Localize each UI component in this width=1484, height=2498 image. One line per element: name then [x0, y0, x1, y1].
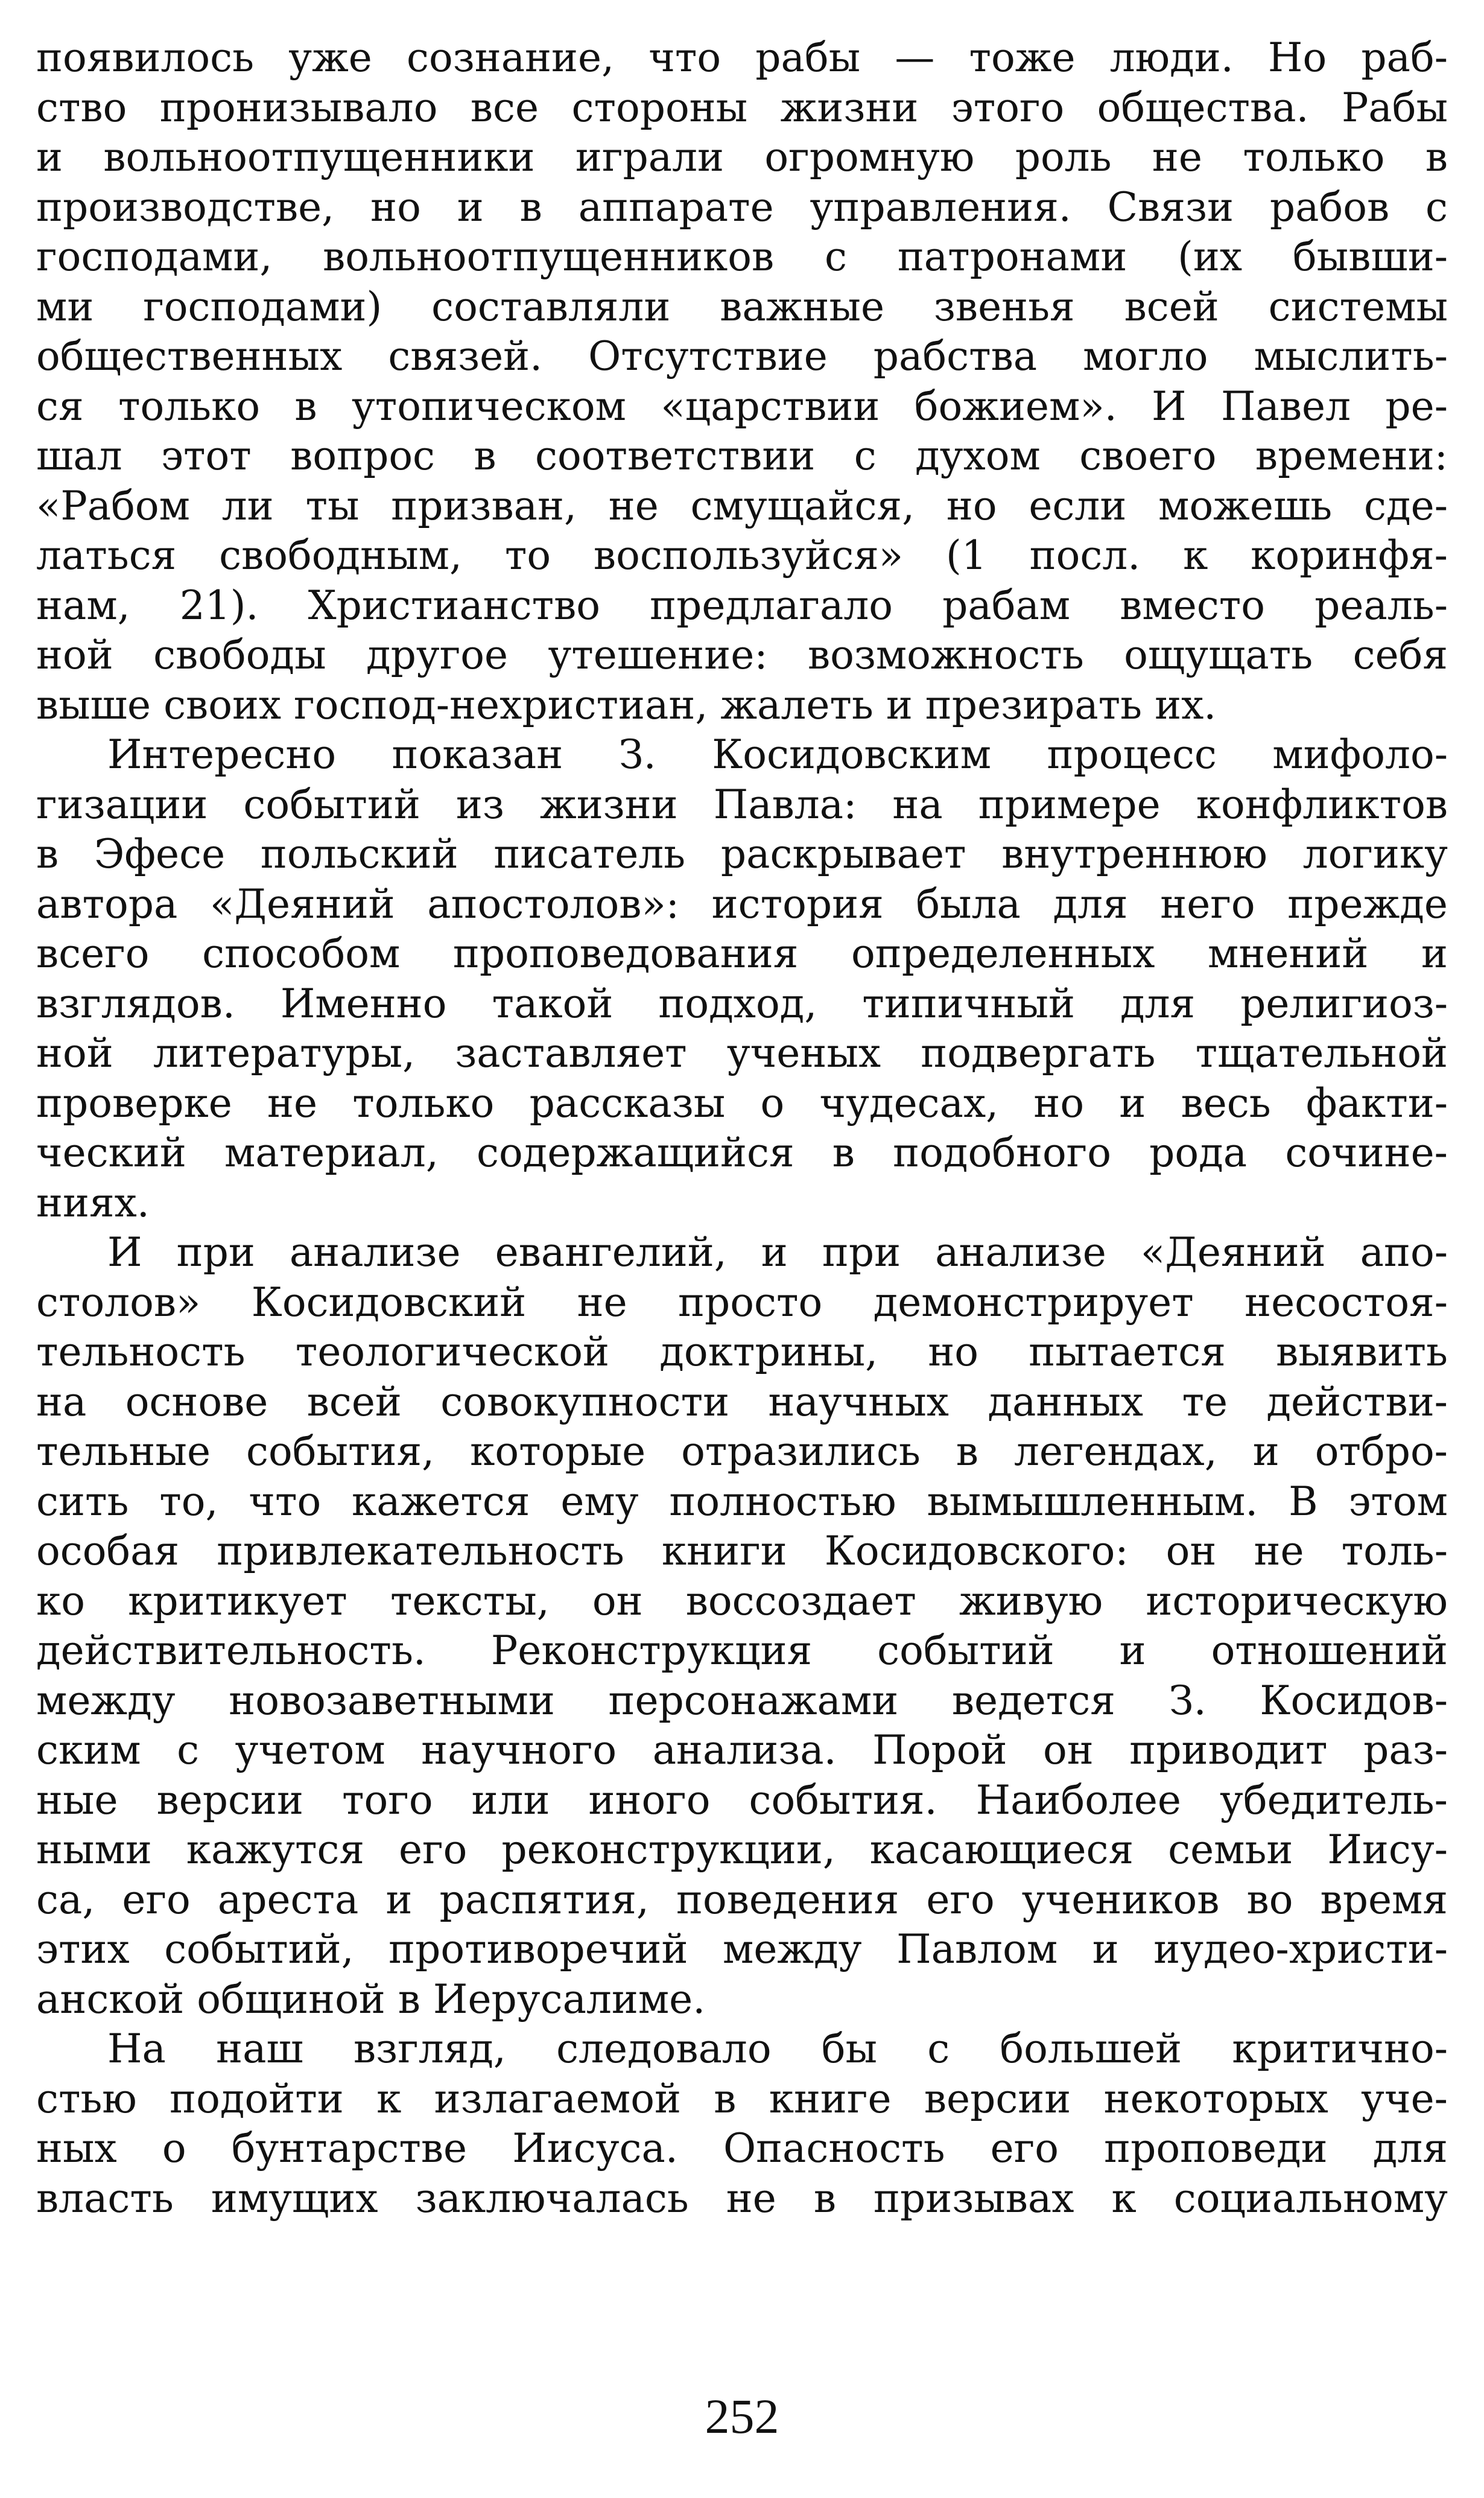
- text-line: сить то, что кажется ему полностью вымышленным. В этом: [36, 1478, 1448, 1525]
- text-line: действительность. Реконструкция событий и отношений: [36, 1627, 1448, 1674]
- page-body: [36, 33, 1448, 2223]
- text-line: между новозаветными персонажами ведется З. Косидов-: [36, 1677, 1448, 1724]
- paragraph: [36, 730, 1448, 1228]
- text-line: автора «Деяний апостолов»: история была для него прежде: [36, 880, 1448, 927]
- paragraph: [36, 33, 1448, 730]
- text-line: ных о бунтарстве Иисуса. Опасность его проповеди для: [36, 2125, 1448, 2172]
- text-line: тельность теологической доктрины, но пытается выявить: [36, 1329, 1448, 1375]
- text-line: На наш взгляд, следовало бы с большей критично-: [107, 2026, 1448, 2072]
- text-line: гизации событий из жизни Павла: на примере конфликтов: [36, 781, 1448, 828]
- text-line: латься свободным, то воспользуйся» (1 посл. к коринфя-: [36, 532, 1448, 579]
- text-line: тельные события, которые отразились в легендах, и отбро-: [36, 1428, 1448, 1475]
- text-line: ми господами) составляли важные звенья всей системы: [36, 283, 1448, 330]
- text-line: господами, вольноотпущенников с патронами (их бывши-: [36, 234, 1448, 280]
- text-line: ные версии того или иного события. Наиболее убедитель-: [36, 1776, 1448, 1823]
- text-line: «Рабом ли ты призван, не смущайся, но если можешь сде-: [36, 482, 1448, 529]
- text-line: са, его ареста и распятия, поведения его учеников во время: [36, 1876, 1448, 1923]
- paragraph: [36, 2024, 1448, 2223]
- text-line: проверке не только рассказы о чудесах, но и весь факти-: [36, 1079, 1448, 1127]
- text-line: выше своих господ-нехристиан, жалеть и презирать их.: [36, 681, 1217, 728]
- text-line: ческий материал, содержащийся в подобного рода сочине-: [36, 1130, 1448, 1176]
- text-line: анской общиной в Иерусалиме.: [36, 1975, 706, 2023]
- text-line: Интересно показан З. Косидовским процесс мифоло-: [107, 731, 1448, 778]
- text-line: и вольноотпущенники играли огромную роль не только в: [36, 134, 1448, 180]
- text-line: общественных связей. Отсутствие рабства могло мыслить-: [36, 333, 1448, 380]
- text-line: на основе всей совокупности научных данных те действи-: [36, 1378, 1448, 1425]
- text-line: власть имущих заключалась не в призывах к социальному: [36, 2175, 1448, 2222]
- text-line: производстве, но и в аппарате управления. Связи рабов с: [36, 183, 1448, 230]
- text-line: нам, 21). Христианство предлагало рабам вместо реаль-: [36, 582, 1448, 629]
- text-line: столов» Косидовский не просто демонстрирует несостоя-: [36, 1279, 1448, 1326]
- text-line: ство пронизывало все стороны жизни этого общества. Рабы: [36, 84, 1448, 131]
- text-line: шал этот вопрос в соответствии с духом своего времени:: [36, 433, 1448, 479]
- text-line: ными кажутся его реконструкции, касающиеся семьи Иису-: [36, 1826, 1448, 1873]
- paragraph: [36, 1228, 1448, 2024]
- text-line: ной свободы другое утешение: возможность ощущать себя: [36, 632, 1448, 678]
- text-line: стью подойти к излагаемой в книге версии некоторых уче-: [36, 2075, 1448, 2122]
- text-line: ся только в утопическом «царствии божием». И Павел ре-: [36, 383, 1448, 430]
- text-line: особая привлекательность книги Косидовского: он не толь-: [36, 1528, 1448, 1574]
- text-line: в Эфесе польский писатель раскрывает внутреннюю логику: [36, 831, 1448, 877]
- text-line: этих событий, противоречий между Павлом и иудео-христи-: [36, 1926, 1448, 1972]
- text-line: ной литературы, заставляет ученых подвергать тщательной: [36, 1030, 1448, 1076]
- text-line: всего способом проповедования определенных мнений и: [36, 930, 1448, 977]
- text-line: ниях.: [36, 1179, 150, 1226]
- text-line: взглядов. Именно такой подход, типичный для религиоз-: [36, 980, 1448, 1027]
- text-line: появилось уже сознание, что рабы — тоже люди. Но раб-: [36, 34, 1448, 81]
- text-line: ским с учетом научного анализа. Порой он приводит раз-: [36, 1727, 1448, 1773]
- text-line: ко критикует тексты, он воссоздает живую историческую: [36, 1577, 1448, 1624]
- page-number: 252: [705, 2389, 779, 2444]
- text-line: И при анализе евангелий, и при анализе «Деяний апо-: [107, 1229, 1448, 1276]
